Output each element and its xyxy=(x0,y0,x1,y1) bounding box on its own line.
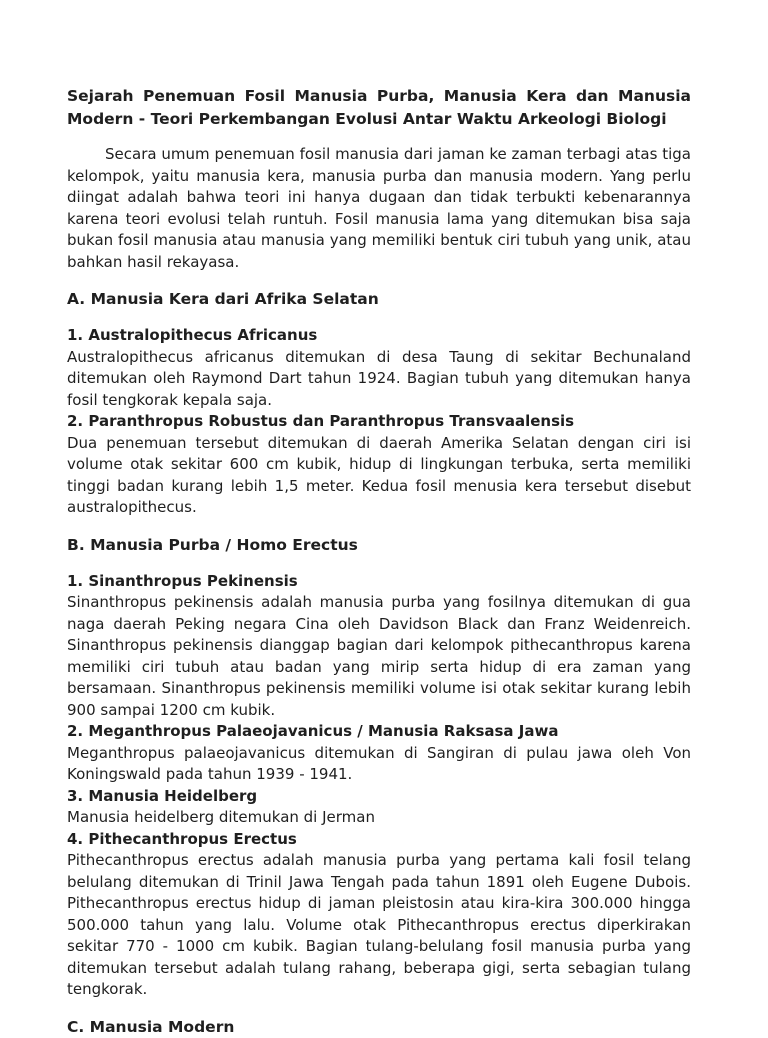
subsection-heading: 2. Meganthropus Palaeojavanicus / Manusia Raksasa Jawa xyxy=(67,722,559,740)
subsection-heading: 3. Manusia Heidelberg xyxy=(67,786,258,805)
section-c xyxy=(67,1016,691,1038)
section-b xyxy=(67,534,691,1001)
body-paragraph: Manusia heidelberg ditemukan di Jerman xyxy=(67,808,375,826)
subsection-heading: 1. Sinanthropus Pekinensis xyxy=(67,571,298,590)
subsection-heading: 1. Australopithecus Africanus xyxy=(67,326,318,344)
body-paragraph: Pithecanthropus erectus adalah manusia purba yang pertama kali fosil telang belulang ditemukan di Trinil Jawa Tengah pada tahun 1891 oleh Eugene Dubois. Pithecanthropus erectus hidup di jaman pleistosin atau kira-kira 300.000 hingga 500.000 tahun yang lalu. Volume otak Pithecanthropus erectus diperkirakan sekitar 770 - 1000 cm kubik. Bagian tulang-belulang fosil manusia purba yang ditemukan tersebut adalah tulang rahang, beberapa gigi, serta sebagian tulang tengkorak. xyxy=(67,851,691,998)
subsection-heading: 4. Pithecanthropus Erectus xyxy=(67,829,297,848)
section-heading: C. Manusia Modern xyxy=(67,1017,235,1036)
body-paragraph: Meganthropus palaeojavanicus ditemukan di Sangiran di pulau jawa oleh Von Koningswald pada tahun 1939 - 1941. xyxy=(67,743,691,783)
body-paragraph: Dua penemuan tersebut ditemukan di daerah Amerika Selatan dengan ciri isi volume otak sekitar 600 cm kubik, hidup di lingkungan terbuka, serta memiliki tinggi badan kurang lebih 1,5 meter. Kedua fosil menusia kera tersebut disebut australopithecus. xyxy=(67,433,691,516)
subsection-heading: 2. Paranthropus Robustus dan Paranthropus Transvaalensis xyxy=(67,412,575,430)
section-heading: B. Manusia Purba / Homo Erectus xyxy=(67,535,358,554)
section-a xyxy=(67,288,691,519)
doc-title: Sejarah Penemuan Fosil Manusia Purba, Manusia Kera dan Manusia Modern - Teori Perkembangan Evolusi Antar Waktu Arkeologi Biologi xyxy=(67,87,691,128)
section-heading: A. Manusia Kera dari Afrika Selatan xyxy=(67,290,379,308)
body-paragraph: Australopithecus africanus ditemukan di desa Taung di sekitar Bechunaland ditemukan oleh Raymond Dart tahun 1924. Bagian tubuh yang ditemukan hanya fosil tengkorak kepala saja. xyxy=(67,347,691,409)
body-paragraph: Sinanthropus pekinensis adalah manusia purba yang fosilnya ditemukan di gua naga daerah Peking negara Cina oleh Davidson Black dan Franz Weidenreich. Sinanthropus pekinensis dianggap bagian dari kelompok pithecanthropus karena memiliki ciri tubuh atau badan yang mirip serta hidup di era zaman yang bersamaan. Sinanthropus pekinensis memiliki volume isi otak sekitar kurang lebih 900 sampai 1200 cm kubik. xyxy=(67,593,691,719)
intro-paragraph: Secara umum penemuan fosil manusia dari jaman ke zaman terbagi atas tiga kelompok, yaitu manusia kera, manusia purba dan manusia modern. Yang perlu diingat adalah bahwa teori ini hanya dugaan dan tidak terbukti kebenarannya karena teori evolusi telah runtuh. Fosil manusia lama yang ditemukan bisa saja bukan fosil manusia atau manusia yang memiliki bentuk ciri tubuh yang unik, atau bahkan hasil rekayasa. xyxy=(67,145,691,271)
